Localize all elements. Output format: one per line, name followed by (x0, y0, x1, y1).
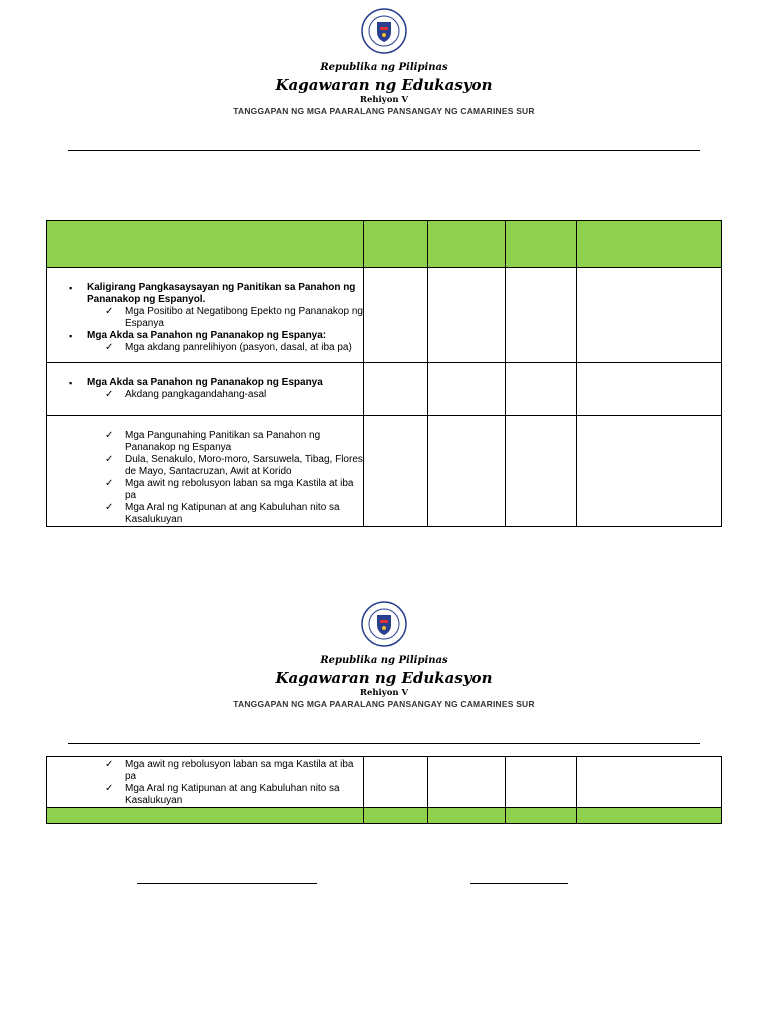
empty-cell (577, 363, 722, 416)
subtopic-check-line (47, 502, 363, 514)
subtopic-check-line (47, 389, 363, 401)
empty-cell (506, 268, 577, 363)
checkmark-icon: ✓ (105, 342, 114, 353)
table-row (47, 363, 722, 416)
line-text: Mga awit ng rebolusyon laban sa mga Kastila at iba pa (125, 759, 354, 782)
table-row (47, 757, 722, 808)
subtopic-check-line (47, 783, 363, 795)
content-cell (47, 416, 364, 527)
subtopic-check-line (47, 430, 363, 442)
empty-cell (364, 363, 428, 416)
line-text: Dula, Senakulo, Moro-moro, Sarsuwela, Tibag, Flores (125, 454, 363, 465)
content-cell (47, 268, 364, 363)
line-text: Mga Akda sa Panahon ng Pananakop ng Espanya (87, 377, 323, 388)
signature-line (137, 883, 317, 884)
header-divider (68, 743, 700, 744)
checkmark-icon: ✓ (105, 454, 114, 465)
header-cell (364, 221, 428, 268)
footer-cell (428, 808, 506, 824)
footer-cell (47, 808, 364, 824)
header-cell (47, 221, 364, 268)
empty-cell (506, 416, 577, 527)
topic-bullet-line (47, 294, 363, 306)
line-text: Kasalukuyan (125, 795, 183, 806)
footer-cell (506, 808, 577, 824)
line-text: Akdang pangkagandahang-asal (125, 389, 267, 400)
empty-cell (428, 416, 506, 527)
subtopic-check-line (47, 795, 363, 807)
empty-cell (506, 363, 577, 416)
line-text: Kaligirang Pangkasaysayan ng Panitikan sa Panahon ng (87, 282, 356, 293)
topic-bullet-line (47, 330, 363, 342)
subtopic-check-line (47, 466, 363, 478)
checkmark-icon: ✓ (105, 759, 114, 770)
footer-cell (577, 808, 722, 824)
region-label: Rehiyon V (359, 95, 409, 105)
subtopic-check-line (47, 442, 363, 454)
empty-cell (428, 757, 506, 808)
deped-seal-icon (361, 8, 407, 54)
subtopic-check-line (47, 342, 363, 354)
bullet-icon: ▪ (69, 331, 73, 341)
line-text: Pananakop ng Espanya (125, 442, 232, 453)
deped-seal-icon (361, 601, 407, 647)
checkmark-icon: ✓ (105, 478, 114, 489)
empty-cell (577, 757, 722, 808)
empty-cell (428, 363, 506, 416)
empty-cell (364, 416, 428, 527)
checkmark-icon: ✓ (105, 783, 114, 794)
empty-cell (577, 268, 722, 363)
empty-cell (506, 757, 577, 808)
table-footer-row (47, 808, 722, 824)
header-cell (577, 221, 722, 268)
bullet-icon: ▪ (69, 378, 73, 388)
department-label: Kagawaran ng Edukasyon (275, 76, 493, 94)
topic-bullet-line (47, 282, 363, 294)
line-text: Mga Akda sa Panahon ng Pananakop ng Espanya: (87, 330, 327, 341)
line-text: de Mayo, Santacruzan, Awit at Korido (125, 466, 292, 477)
republic-label: Republika ng Pilipinas (320, 655, 448, 666)
office-label: TANGGAPAN NG MGA PAARALANG PANSANGAY NG CAMARINES SUR (233, 106, 535, 116)
department-label: Kagawaran ng Edukasyon (275, 669, 493, 687)
line-text: Pananakop ng Espanyol. (87, 294, 206, 305)
empty-cell (364, 268, 428, 363)
subtopic-check-line (47, 318, 363, 330)
header-divider (68, 150, 700, 151)
lesson-table-1 (46, 220, 722, 527)
line-text: Kasalukuyan (125, 514, 183, 525)
line-text: Mga Pangunahing Panitikan sa Panahon ng (125, 430, 321, 441)
lesson-table-2 (46, 756, 722, 824)
line-text: Mga Aral ng Katipunan at ang Kabuluhan nito sa (125, 502, 340, 513)
content-cell (47, 757, 364, 808)
checkmark-icon: ✓ (105, 389, 114, 400)
topic-bullet-line (47, 377, 363, 389)
checkmark-icon: ✓ (105, 306, 114, 317)
line-text: Espanya (125, 318, 164, 329)
header-cell (428, 221, 506, 268)
checkmark-icon: ✓ (105, 430, 114, 441)
empty-cell (428, 268, 506, 363)
line-text: Mga Aral ng Katipunan at ang Kabuluhan nito sa (125, 783, 340, 794)
table-header-row (47, 221, 722, 268)
subtopic-check-line (47, 306, 363, 318)
subtopic-check-line (47, 514, 363, 526)
empty-cell (364, 757, 428, 808)
date-line (470, 883, 568, 884)
subtopic-check-line (47, 759, 363, 783)
line-text: Mga awit ng rebolusyon laban sa mga Kastila at iba pa (125, 478, 354, 501)
republic-label: Republika ng Pilipinas (320, 62, 448, 73)
checkmark-icon: ✓ (105, 502, 114, 513)
subtopic-check-line (47, 454, 363, 466)
line-text: Mga Positibo at Negatibong Epekto ng Pananakop ng (125, 306, 363, 317)
footer-cell (364, 808, 428, 824)
subtopic-check-line (47, 478, 363, 502)
region-label: Rehiyon V (359, 688, 409, 698)
office-label: TANGGAPAN NG MGA PAARALANG PANSANGAY NG CAMARINES SUR (233, 699, 535, 709)
bullet-icon: ▪ (69, 283, 73, 293)
content-cell (47, 363, 364, 416)
line-text: Mga akdang panrelihiyon (pasyon, dasal, at iba pa) (125, 342, 352, 353)
empty-cell (577, 416, 722, 527)
table-row (47, 268, 722, 363)
table-row (47, 416, 722, 527)
header-cell (506, 221, 577, 268)
